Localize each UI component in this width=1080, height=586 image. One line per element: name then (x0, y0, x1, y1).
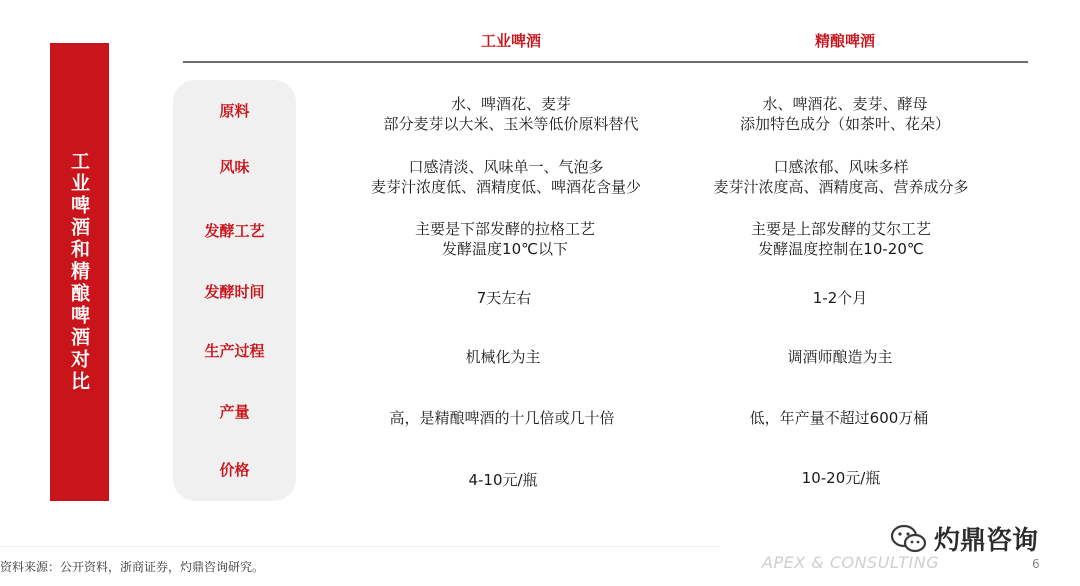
cell-industrial-fermentation-time: 7天左右 (476, 289, 532, 307)
side-title-banner (50, 43, 109, 501)
side-title: 工业啤酒和精酿啤酒对比 (68, 151, 90, 393)
cell-industrial-fermentation-process: 主要是下部发酵的拉格工艺 发酵温度10℃以下 (414, 220, 596, 258)
cell-craft-price: 10-20元/瓶 (801, 469, 881, 487)
cell-craft-fermentation-process: 主要是上部发酵的艾尔工艺 发酵温度控制在10-20℃ (750, 220, 932, 258)
source-note: 资料来源：公开资料，浙商证券，灼鼎咨询研究。 (0, 560, 265, 574)
cell-industrial-production: 机械化为主 (465, 348, 541, 366)
cell-industrial-flavor: 口感清淡、风味单一、气泡多 麦芽汁浓度低、酒精度低、啤酒花含量少 (370, 158, 642, 196)
wechat-icon (890, 524, 928, 554)
cell-craft-production: 调酒师酿造为主 (787, 348, 893, 366)
cell-industrial-ingredients: 水、啤酒花、麦芽 部分麦芽以大米、玉米等低价原料替代 (383, 95, 639, 133)
cell-craft-ingredients: 水、啤酒花、麦芽、酵母 添加特色成分（如茶叶、花朵） (739, 95, 951, 133)
column-header-craft: 精酿啤酒 (814, 32, 876, 50)
watermark (890, 520, 1038, 557)
cell-industrial-price: 4-10元/瓶 (468, 471, 538, 489)
cell-craft-flavor: 口感浓郁、风味多样 麦芽汁浓度高、酒精度高、营养成分多 (713, 158, 969, 196)
table-header (183, 30, 1028, 63)
row-label-output: 产量 (219, 403, 250, 421)
row-label-fermentation-process: 发酵工艺 (204, 222, 265, 240)
cell-craft-output: 低，年产量不超过600万桶 (749, 409, 929, 427)
row-label-price: 价格 (219, 461, 250, 479)
watermark-text: 灼鼎咨询 (934, 526, 1039, 556)
row-label-flavor: 风味 (219, 158, 250, 176)
cell-craft-fermentation-time: 1-2个月 (812, 289, 868, 307)
page-number: 6 (1032, 557, 1040, 571)
header-divider (183, 61, 1028, 63)
footer-divider (0, 546, 720, 547)
row-label-ingredients: 原料 (219, 102, 250, 120)
row-label-fermentation-time: 发酵时间 (204, 283, 265, 301)
brand-english: APEX & CONSULTING (762, 553, 940, 572)
cell-industrial-output: 高，是精酿啤酒的十几倍或几十倍 (389, 409, 615, 427)
column-header-industrial: 工业啤酒 (480, 32, 542, 50)
row-label-production: 生产过程 (204, 342, 265, 360)
